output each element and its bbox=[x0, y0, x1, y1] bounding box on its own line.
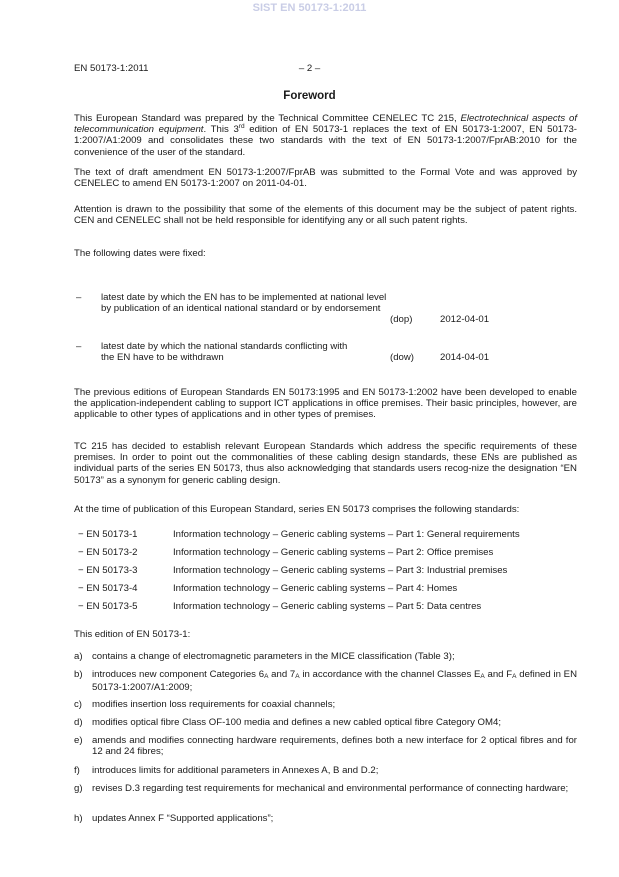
item-text: contains a change of electromagnetic parameters in the MICE classification (Table 3); bbox=[92, 651, 455, 662]
text: defined in EN 50173-1:2007/A1:2009; bbox=[92, 669, 577, 694]
standard-number: − EN 50173-1 bbox=[78, 529, 138, 540]
standard-title: Information technology – Generic cabling systems – Part 5: Data centres bbox=[173, 601, 482, 612]
text: introduces new component Categories 6 bbox=[92, 669, 265, 680]
text: edition of EN 50173-1 replaces the text of EN 50173-1:2007, EN 50173-1:2007/A1:2009 and consolidates these two standards with the text of EN 50173-1:2007/FprAB:2010 for the convenience of the user of the standard. bbox=[74, 124, 577, 158]
paragraph-edition: This edition of EN 50173-1: bbox=[74, 629, 191, 640]
item-label: e) bbox=[74, 735, 83, 746]
header-doc-id: EN 50173-1:2011 bbox=[74, 63, 149, 74]
item-text: introduces limits for additional parameters in Annexes A, B and D.2; bbox=[92, 765, 379, 776]
change-item bbox=[74, 813, 577, 824]
paragraph-approval: The text of draft amendment EN 50173-1:2007/FprAB was submitted to the Formal Vote and was approved by CENELEC to amend EN 50173-1:2007 on 2011-04-01. bbox=[74, 167, 577, 190]
change-item bbox=[74, 717, 577, 728]
text: and F bbox=[484, 669, 513, 680]
paragraph-previous-editions: The previous editions of European Standards EN 50173:1995 and EN 50173-1:2002 have been developed to enable the application-independent cabling to support ICT applications in office premises. Their basic principles, however, are applicable to other types of applications and in other types of premises. bbox=[74, 387, 577, 421]
item-text: amends and modifies connecting hardware requirements, defines both a new interface for 2 optical fibres and for 12 and 24 fibres; bbox=[92, 735, 577, 758]
item-text: modifies insertion loss requirements for coaxial channels; bbox=[92, 699, 336, 710]
item-text: modifies optical fibre Class OF-100 media and defines a new cabled optical fibre Category OM4; bbox=[92, 717, 502, 728]
dash: – bbox=[76, 341, 82, 352]
change-item bbox=[74, 699, 577, 710]
text: and 7 bbox=[268, 669, 296, 680]
item-label: c) bbox=[74, 699, 82, 710]
change-item bbox=[74, 651, 577, 662]
date-item-text: latest date by which the EN has to be implemented at national level by publication of an identical national standard or by endorsement bbox=[101, 292, 387, 315]
item-label: g) bbox=[74, 783, 83, 794]
standard-number: − EN 50173-3 bbox=[78, 565, 138, 576]
item-label: d) bbox=[74, 717, 83, 728]
item-label: a) bbox=[74, 651, 83, 662]
item-text bbox=[92, 669, 577, 693]
standard-title: Information technology – Generic cabling systems – Part 1: General requirements bbox=[173, 529, 520, 540]
change-item bbox=[74, 765, 577, 776]
subscript: A bbox=[295, 673, 300, 680]
paragraph-patent: Attention is drawn to the possibility that some of the elements of this document may be the subject of patent rights. CEN and CENELEC shall not be held responsible for identifying any or all such patent rights. bbox=[74, 204, 577, 227]
item-label: f) bbox=[74, 765, 80, 776]
standard-title: Information technology – Generic cabling systems – Part 2: Office premises bbox=[173, 547, 494, 558]
date-item-text: latest date by which the national standards conflicting with the EN have to be withdrawn bbox=[101, 341, 348, 364]
standard-number: − EN 50173-2 bbox=[78, 547, 138, 558]
header-page-number: – 2 – bbox=[298, 63, 321, 74]
change-item bbox=[74, 735, 577, 757]
superscript: rd bbox=[238, 123, 245, 131]
text: in accordance with the channel Classes E bbox=[299, 669, 481, 680]
dates-intro: The following dates were fixed: bbox=[74, 248, 206, 259]
item-text: updates Annex F “Supported applications”; bbox=[92, 813, 274, 824]
change-item bbox=[74, 783, 577, 794]
paragraph-preparation bbox=[74, 113, 577, 158]
paragraph-tc215: TC 215 has decided to establish relevant European Standards which address the specific requirements of these premises. In order to point out the commonalities of these cabling design standards, these ENs are published as individual parts of the series EN 50173, thus also acknowledging that standards users recog-nize the designation “EN 50173” as a synonym for generic cabling design. bbox=[74, 441, 577, 486]
subscript: A bbox=[512, 673, 517, 680]
change-item bbox=[74, 669, 577, 693]
date-value: 2012-04-01 bbox=[440, 314, 490, 325]
item-label: h) bbox=[74, 813, 83, 824]
subscript: A bbox=[264, 673, 269, 680]
date-code: (dow) bbox=[390, 352, 414, 363]
text: . This 3 bbox=[203, 124, 239, 136]
committee-name: Electrotechnical aspects of telecommunication equipment bbox=[74, 113, 577, 136]
standard-number: − EN 50173-5 bbox=[78, 601, 138, 612]
date-code: (dop) bbox=[390, 314, 413, 325]
standard-title: Information technology – Generic cabling systems – Part 4: Homes bbox=[173, 583, 458, 594]
subscript: A bbox=[480, 673, 485, 680]
item-label: b) bbox=[74, 669, 83, 680]
item-text: revises D.3 regarding test requirements for mechanical and environmental performance of connecting hardware; bbox=[92, 783, 569, 794]
standard-title: Information technology – Generic cabling systems – Part 3: Industrial premises bbox=[173, 565, 508, 576]
watermark: SIST EN 50173-1:2011 bbox=[252, 2, 367, 14]
dash: – bbox=[76, 292, 82, 303]
text: This European Standard was prepared by the Technical Committee CENELEC TC 215, bbox=[74, 113, 461, 124]
standard-number: − EN 50173-4 bbox=[78, 583, 138, 594]
date-value: 2014-04-01 bbox=[440, 352, 490, 363]
page-title: Foreword bbox=[283, 90, 336, 102]
paragraph-series: At the time of publication of this European Standard, series EN 50173 comprises the following standards: bbox=[74, 504, 520, 515]
